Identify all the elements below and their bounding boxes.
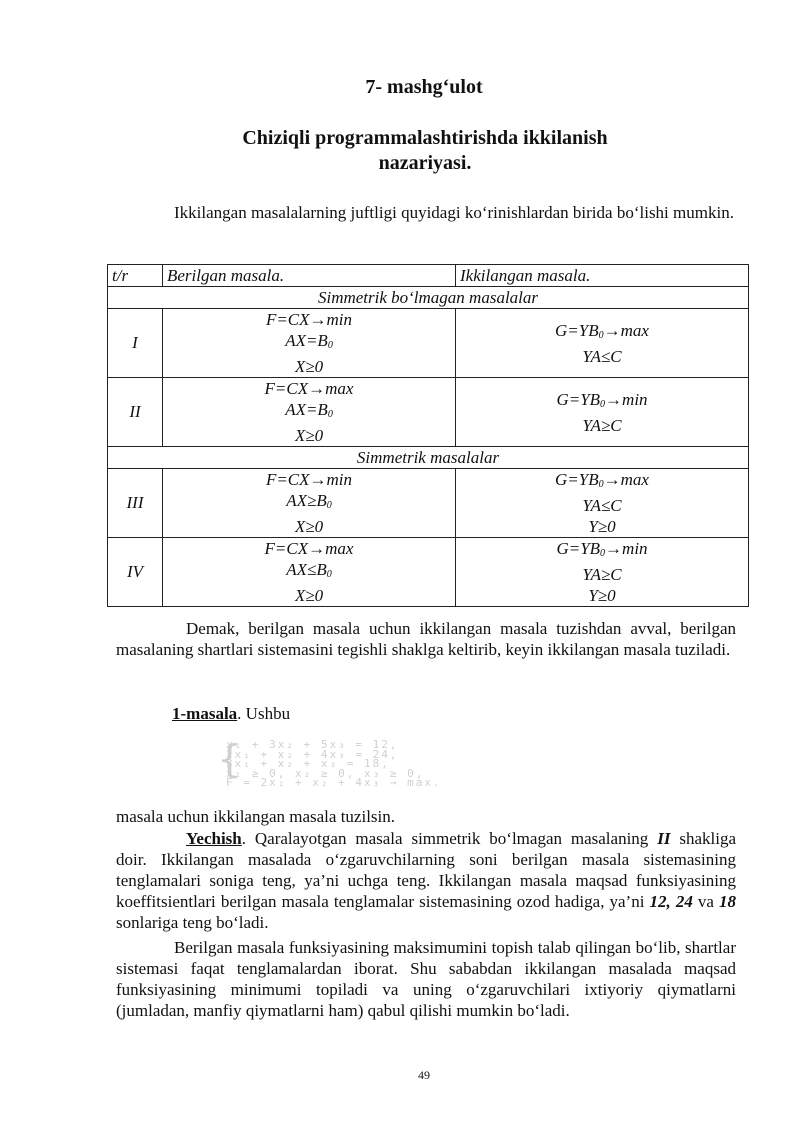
table-row (108, 378, 749, 447)
section-nonsymmetric: Simmetrik bo‘lmagan masalalar (108, 287, 749, 309)
given-constraint: $AX\ge B_0$ (286, 491, 332, 511)
dual-sign: Y≥0 (588, 586, 616, 605)
equation-system-image (218, 737, 556, 789)
given-objective: F=CX→min (265, 310, 353, 329)
after-system-text: masala uchun ikkilangan masala tuzilsin. (116, 807, 396, 826)
system-line: 3x₁ + x₂ + x₃ = 18, (226, 757, 390, 770)
table-section-row (108, 287, 749, 309)
dual-objective: $G=YB_0\to\min$ (556, 389, 648, 410)
given-problem-cell (163, 469, 456, 538)
table-header-row (108, 265, 749, 287)
table-row (108, 538, 749, 607)
system-line: F = 2x₁ + x₂ + 4x₃ → max. (226, 776, 442, 789)
dual-constraint: YA≤C (582, 346, 622, 366)
dual-objective: $G=YB_0\to\min$ (556, 539, 648, 559)
given-constraint: $AX=B_0$ (285, 331, 333, 351)
dual-constraint: YA≥C (582, 415, 622, 435)
header-cell-dual: Ikkilangan masala. (456, 265, 749, 287)
title-line-1: Chiziqli programmalashtirishda ikkilanish (242, 127, 608, 149)
title-line-2: nazariyasi. (378, 152, 472, 174)
given-constraint: $AX=B_0$ (285, 400, 333, 420)
dual-problem-cell (456, 378, 749, 447)
system-line: 2x₁ + x₂ + 4x₃ = 24, (226, 747, 399, 761)
demak-paragraph: Demak, berilgan masala uchun ikkilangan masala tuzishdan avval, berilgan masalaning shartlari sistemasini tegishli shaklga keltirib, keyin ikkilangan masala tuziladi. (116, 619, 736, 659)
row-number: III (108, 469, 163, 538)
given-objective: F=CX→max (264, 539, 354, 558)
given-objective: F=CX→min (265, 470, 353, 489)
system-line: x₁ + 3x₂ + 5x₃ = 12, (226, 738, 399, 751)
dual-constraint: YA≤C (582, 496, 622, 515)
dual-objective: $G=YB_0\to\max$ (555, 320, 649, 341)
page-title (200, 126, 650, 176)
yechish-paragraph: Yechish. Qaralayotgan masala simmetrik bo‘lmagan masalaning II shakliga doir. Ikkilangan masalada o‘zgaruvchilarning soni berilgan masala sistemasining tenglamalari soniga teng, ya’ni uchga teng. Ikkilangan masala maqsad funksiyasining koeffitsientlari berilgan masala tenglamalar sistemasining ozod hadiga, ya’ni 12, 24 va 18 sonlariga teng bo‘ladi. (116, 829, 737, 932)
table-row (108, 309, 749, 378)
system-line: x₁ ≥ 0, x₂ ≥ 0, x₃ ≥ 0, (226, 766, 425, 780)
problem-heading (172, 704, 290, 724)
dual-problem-cell (456, 538, 749, 607)
intro-paragraph: Ikkilangan masalalarning juftligi quyidagi ko‘rinishlardan birida bo‘lishi mumkin. (174, 203, 734, 222)
dual-problem-cell (456, 309, 749, 378)
problem-label: 1-masala (172, 704, 238, 723)
row-number: IV (108, 538, 163, 607)
given-constraint: $AX\le B_0$ (286, 560, 332, 580)
dual-problem-cell (456, 469, 749, 538)
row-number: II (108, 378, 163, 447)
given-sign: X≥0 (294, 357, 324, 376)
dual-sign: Y≥0 (588, 517, 616, 536)
system-brace: { (218, 737, 243, 781)
given-problem-cell (163, 378, 456, 447)
given-sign: X≥0 (294, 517, 324, 536)
page-number: 49 (418, 1068, 430, 1082)
final-paragraph: Berilgan masala funksiyasining maksimumini topish talab qilingan bo‘lib, shartlar sistemasi faqat tenglamalardan iborat. Shu sababdan ikkilangan masalada maqsad funksiyasining minimumi topiladi va uning o‘zgaruvchilari ixtiyoriy qiymatlarni (jumladan, manfiy qiymatlarni ham) qabul qilishi mumkin bo‘ladi. (116, 938, 736, 1020)
given-problem-cell (163, 538, 456, 607)
table-section-row (108, 447, 749, 469)
given-objective: F=CX→max (264, 379, 354, 398)
dual-problems-table (107, 264, 749, 607)
given-sign: X≥0 (294, 586, 324, 605)
given-problem-cell (163, 309, 456, 378)
lesson-title: 7- mashg‘ulot (365, 76, 483, 98)
row-number: I (108, 309, 163, 378)
yechish-label: Yechish (186, 829, 242, 848)
header-cell-tr: t/r (108, 265, 163, 287)
table-row (108, 469, 749, 538)
given-sign: X≥0 (294, 426, 324, 445)
header-cell-given: Berilgan masala. (163, 265, 456, 287)
problem-heading-rest: . Ushbu (237, 704, 291, 723)
dual-objective: $G=YB_0\to\max$ (555, 470, 649, 490)
dual-constraint: YA≥C (582, 565, 622, 584)
section-symmetric: Simmetrik masalalar (108, 447, 749, 469)
